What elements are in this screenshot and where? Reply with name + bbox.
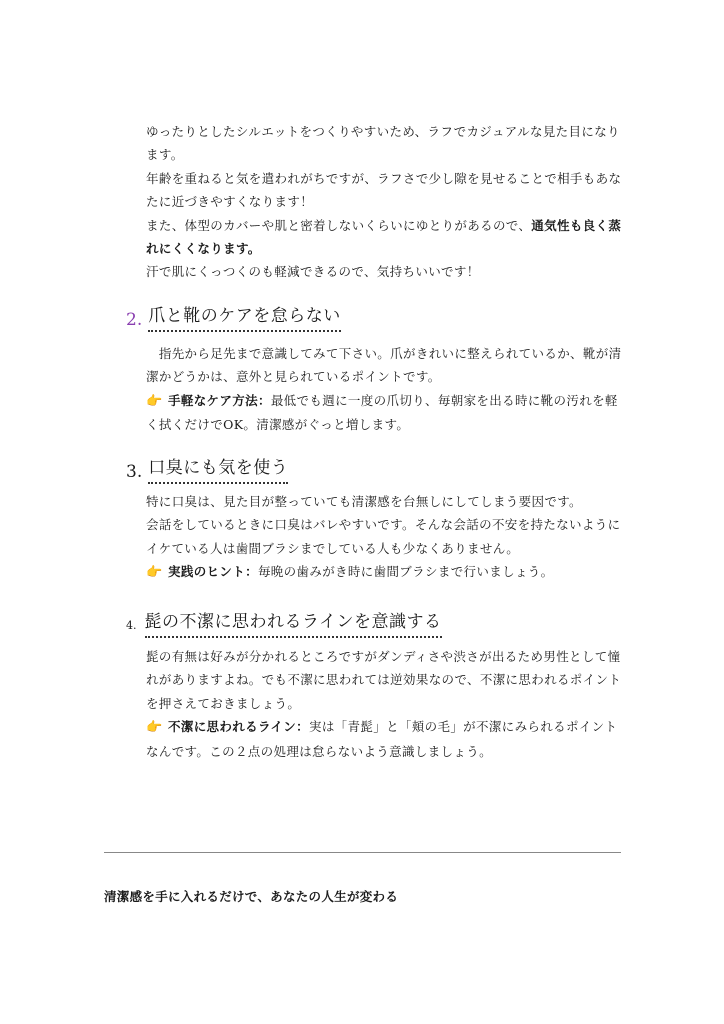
pointing-hand-icon: 👉 (146, 565, 163, 581)
section-3-paragraph-2: 会話をしているときに口臭はバレやすいです。そんな会話の不安を持たないようにイケている人は歯間ブラシまでしている人も少なくありません。 (146, 517, 621, 556)
section-3-title: 口臭にも気を使う (148, 456, 288, 484)
section-3-tip-label: 実践のヒント： (168, 564, 258, 580)
intro-paragraph-2: 年齢を重ねると気を遣われがちですが、ラフさで少し隙を見せることで相手もあなたに近づきやすくなります！ (146, 170, 622, 210)
intro-paragraph-1: ゆったりとしたシルエットをつくりやすいため、ラフでカジュアルな見た目になります。 (146, 124, 620, 163)
section-2-tip-label: 手軽なケア方法： (168, 392, 271, 408)
section-3-tip (146, 560, 624, 584)
section-4-heading (126, 608, 442, 638)
section-2-body (146, 342, 624, 437)
section-3-tip-text: 毎晩の歯みがき時に歯間ブラシまで行いましょう。 (257, 564, 554, 580)
intro-paragraph-3-bold: 通気性も良く蒸れにくくなります。 (146, 217, 622, 257)
pointing-hand-icon: 👉 (146, 393, 163, 409)
section-4-title: 髭の不潔に思われるラインを意識する (145, 610, 442, 638)
section-2-heading (126, 302, 341, 332)
section-2-tip-text: 最低でも週に一度の爪切り、毎朝家を出る時に靴の汚れを軽く拭くだけでOK。清潔感がぐっと増します。 (146, 392, 618, 433)
pointing-hand-icon: 👉 (146, 720, 163, 736)
section-4-body (146, 645, 624, 763)
section-4-tip-text: 実は「青髭」と「頬の毛」が不潔にみられるポイントなんです。この２点の処理は怠らないよう意識しましょう。 (146, 719, 618, 759)
section-2-number: 2. (126, 310, 143, 330)
section-2-paragraph: 指先から足先まで意識してみて下さい。爪がきれいに整えられているか、靴が清潔かどうかは、意外と見られているポイントです。 (146, 346, 622, 385)
intro-paragraph-3 (146, 214, 624, 261)
section-3-body (146, 490, 624, 585)
section-4-tip-label: 不潔に思われるライン： (168, 719, 309, 735)
intro-paragraph-4: 汗で肌にくっつくのも軽減できるので、気持ちいいです！ (146, 264, 480, 280)
section-4-paragraph: 髭の有無は好みが分かれるところですがダンディさや渋さが出るため男性として憧れがありますよね。でも不潔に思われては逆効果なので、不潔に思われるポイントを押さえておきましょう。 (146, 649, 622, 711)
horizontal-divider (104, 852, 621, 853)
section-3-heading (126, 454, 288, 484)
section-3-paragraph-1: 特に口臭は、見た目が整っていても清潔感を台無しにしてしまう要因です。 (146, 494, 582, 509)
section-4-tip (146, 715, 624, 763)
intro-paragraph-3-text: また、体型のカバーや肌と密着しないくらいにゆとりがあるので、 (146, 217, 532, 233)
section-2-title: 爪と靴のケアを怠らない (148, 304, 341, 332)
intro-paragraphs (146, 120, 624, 284)
section-2-tip (146, 389, 624, 437)
section-4-number: 4. (126, 619, 137, 632)
next-article-link[interactable]: 清潔感を手に入れるだけで、あなたの人生が変わる (104, 889, 399, 904)
section-3-number: 3. (126, 462, 143, 482)
